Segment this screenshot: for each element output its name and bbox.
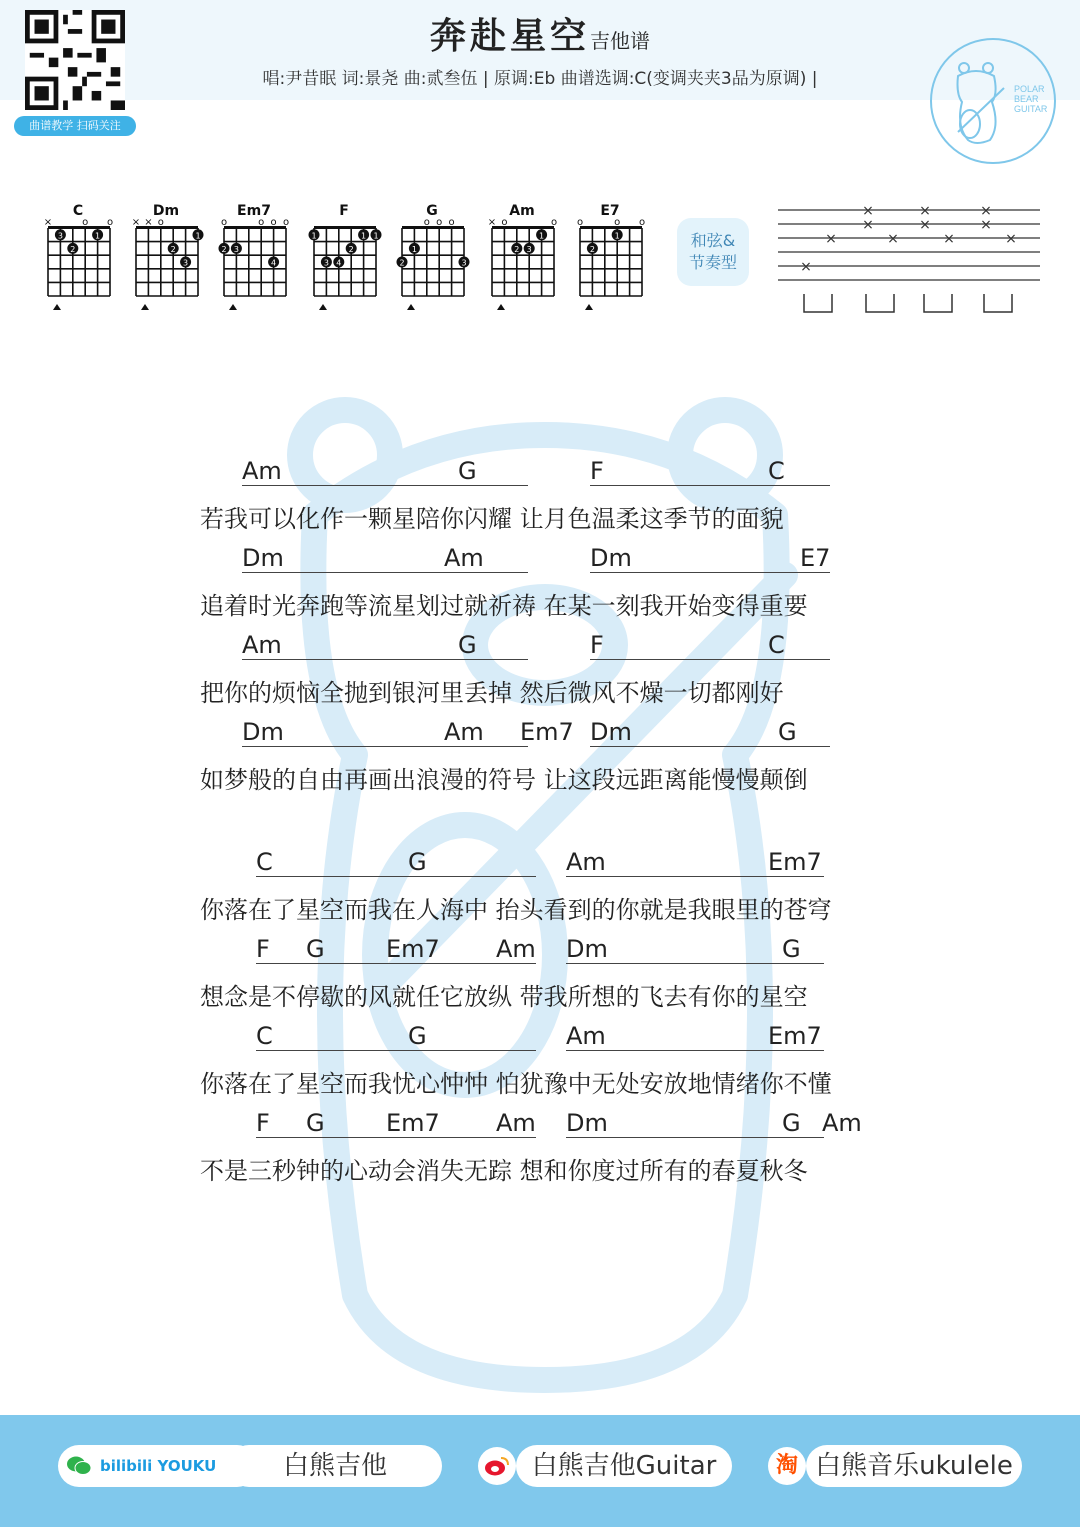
chord-label: G <box>306 1109 325 1137</box>
string-marker: o <box>220 217 228 228</box>
weibo-name-pill[interactable] <box>516 1445 732 1487</box>
chord-label: Am <box>496 935 536 963</box>
chord-label: Em7 <box>768 1022 822 1050</box>
lyric-line: 你落在了星空而我在人海中 抬头看到的你就是我眼里的苍穹 <box>200 896 832 924</box>
svg-text:×: × <box>943 231 955 247</box>
rhythm-badge-line-1: 和弦& <box>690 231 736 250</box>
chord-underline <box>242 485 528 486</box>
chord-label: C <box>768 457 785 485</box>
svg-text:×: × <box>980 203 992 219</box>
chord-label: G <box>782 1109 801 1137</box>
chord-name: F <box>339 203 349 219</box>
logo-word-3: GUITAR <box>1014 104 1048 114</box>
string-marker: × <box>487 217 497 228</box>
string-marker: o <box>82 217 89 228</box>
chord-line <box>0 718 1080 748</box>
chord-label: Am <box>566 1022 606 1050</box>
finger-number: 2 <box>589 244 595 254</box>
weibo-icon <box>484 1455 510 1477</box>
chord-label: E7 <box>800 544 831 572</box>
chord-line <box>0 848 1080 878</box>
lyric-line: 把你的烦恼全抛到银河里丢掉 然后微风不燥一切都刚好 <box>200 679 784 707</box>
string-marker: o <box>258 217 265 228</box>
chord-label: G <box>458 631 477 659</box>
chord-label: Am <box>822 1109 862 1137</box>
chord-label: C <box>256 1022 273 1050</box>
chord-underline <box>256 876 536 877</box>
chord-label: Em7 <box>520 718 574 746</box>
string-marker: × <box>144 217 153 228</box>
chord-underline <box>242 659 528 660</box>
chord-label: Dm <box>242 544 284 572</box>
svg-text:×: × <box>800 259 812 275</box>
taobao-name-pill[interactable] <box>806 1445 1022 1487</box>
chord-name: Em7 <box>237 203 271 219</box>
chord-line <box>0 631 1080 661</box>
weibo-icon-circle <box>478 1447 516 1485</box>
chord-name: Dm <box>152 203 180 219</box>
chord-label: Em7 <box>768 848 822 876</box>
finger-number: 4 <box>271 258 277 268</box>
chord-label: Am <box>242 457 282 485</box>
rhythm-badge-line-2: 节奏型 <box>688 253 737 272</box>
string-marker: o <box>501 217 508 228</box>
finger-number: 3 <box>526 244 532 254</box>
taobao-icon-circle <box>768 1447 806 1485</box>
lyric-line: 如梦般的自由再画出浪漫的符号 让这段远距离能慢慢颠倒 <box>200 766 808 794</box>
chord-name: G <box>426 203 438 219</box>
finger-number: 2 <box>348 244 354 254</box>
qr-caption: 曲谱教学 扫码关注 <box>14 116 136 136</box>
chord-underline <box>566 1137 824 1138</box>
chord-label: Em7 <box>386 1109 440 1137</box>
taobao-icon: 淘 <box>775 1453 798 1478</box>
channel-name-pill[interactable] <box>228 1445 442 1487</box>
taobao-name: 白熊音乐ukulele <box>815 1451 1013 1481</box>
finger-number: 2 <box>399 258 405 268</box>
chord-label: G <box>408 1022 427 1050</box>
chord-underline <box>590 485 830 486</box>
chord-label: Am <box>242 631 282 659</box>
chord-label: C <box>256 848 273 876</box>
chord-label: Dm <box>590 544 632 572</box>
chord-underline <box>242 572 528 573</box>
string-marker: o <box>448 217 455 228</box>
string-marker: o <box>614 217 621 228</box>
chord-underline <box>566 876 824 877</box>
svg-text:×: × <box>1005 231 1017 247</box>
lyric-line: 追着时光奔跑等流星划过就祈祷 在某一刻我开始变得重要 <box>200 592 808 620</box>
chord-underline <box>256 1050 536 1051</box>
chord-label: G <box>458 457 477 485</box>
finger-number: 1 <box>195 231 201 241</box>
chord-line <box>0 1022 1080 1052</box>
chord-underline <box>256 963 536 964</box>
svg-text:×: × <box>887 231 899 247</box>
chord-label: F <box>590 631 604 659</box>
chord-label: Dm <box>566 1109 608 1137</box>
chord-line <box>0 544 1080 574</box>
platform-names: bilibili YOUKU <box>100 1457 217 1475</box>
chord-underline <box>590 659 830 660</box>
chord-line <box>0 457 1080 487</box>
finger-number: 3 <box>183 258 189 268</box>
string-marker: o <box>270 217 277 228</box>
string-marker: o <box>550 217 558 228</box>
chord-label: Dm <box>242 718 284 746</box>
song-title: 奔赴星空 <box>429 16 590 57</box>
svg-text:×: × <box>862 203 874 219</box>
chord-label: Am <box>496 1109 536 1137</box>
chord-label: Am <box>444 544 484 572</box>
chord-underline <box>256 1137 536 1138</box>
string-marker: × <box>131 217 141 228</box>
finger-number: 1 <box>311 231 317 241</box>
lyric-line: 若我可以化作一颗星陪你闪耀 让月色温柔这季节的面貌 <box>200 505 784 533</box>
svg-text:×: × <box>919 217 931 233</box>
title-suffix: 吉他谱 <box>590 29 650 53</box>
chord-line <box>0 1109 1080 1139</box>
chord-label: F <box>256 935 270 963</box>
channel-name: 白熊吉他 <box>282 1451 387 1481</box>
chord-underline <box>242 746 528 747</box>
finger-number: 2 <box>221 244 227 254</box>
chord-label: Em7 <box>386 935 440 963</box>
chord-underline <box>590 572 830 573</box>
finger-number: 4 <box>336 258 342 268</box>
chord-label: G <box>408 848 427 876</box>
chord-line <box>0 935 1080 965</box>
chord-label: G <box>306 935 325 963</box>
chord-name: E7 <box>600 203 620 219</box>
finger-number: 3 <box>57 231 63 241</box>
finger-number: 1 <box>614 231 620 241</box>
finger-number: 1 <box>95 231 101 241</box>
chord-label: F <box>256 1109 270 1137</box>
logo-word-2: BEAR <box>1014 94 1039 104</box>
finger-number: 2 <box>70 244 76 254</box>
string-marker: o <box>436 217 443 228</box>
chord-name: Am <box>509 203 535 219</box>
finger-number: 2 <box>170 244 176 254</box>
song-credits: 唱:尹昔眠 词:景尧 曲:贰叁伍 | 原调:Eb 曲谱选调:C(变调夹夹3品为原调) | <box>262 69 818 89</box>
chord-label: F <box>590 457 604 485</box>
chord-label: G <box>782 935 801 963</box>
finger-number: 2 <box>514 244 520 254</box>
finger-number: 3 <box>323 258 329 268</box>
string-marker: o <box>638 217 646 228</box>
lyric-line: 你落在了星空而我忧心忡忡 怕犹豫中无处安放地情绪你不懂 <box>200 1070 832 1098</box>
chord-label: C <box>768 631 785 659</box>
chord-label: Am <box>566 848 606 876</box>
svg-text:×: × <box>980 217 992 233</box>
wechat-icon <box>66 1455 92 1477</box>
finger-number: 1 <box>539 231 545 241</box>
chord-underline <box>590 746 830 747</box>
chord-label: Am <box>444 718 484 746</box>
lyric-line: 不是三秒钟的心动会消失无踪 想和你度过所有的春夏秋冬 <box>200 1157 808 1185</box>
weibo-name: 白熊吉他Guitar <box>531 1451 717 1481</box>
lyric-line: 想念是不停歇的风就任它放纵 带我所想的飞去有你的星空 <box>200 983 808 1011</box>
chord-label: G <box>778 718 797 746</box>
svg-text:×: × <box>825 231 837 247</box>
string-marker: o <box>576 217 584 228</box>
logo-word-1: POLAR <box>1014 84 1045 94</box>
chord-label: Dm <box>566 935 608 963</box>
finger-number: 3 <box>233 244 239 254</box>
finger-number: 3 <box>461 258 467 268</box>
svg-text:×: × <box>862 217 874 233</box>
finger-number: 1 <box>373 231 379 241</box>
finger-number: 1 <box>411 244 417 254</box>
string-marker: o <box>282 217 290 228</box>
chord-label: Dm <box>590 718 632 746</box>
footer <box>0 1415 1080 1527</box>
chord-underline <box>566 963 824 964</box>
svg-text:×: × <box>919 203 931 219</box>
string-marker: o <box>157 217 164 228</box>
string-marker: o <box>423 217 430 228</box>
string-marker: × <box>43 217 53 228</box>
chord-underline <box>566 1050 824 1051</box>
chord-name: C <box>72 203 84 219</box>
string-marker: o <box>106 217 114 228</box>
finger-number: 1 <box>361 231 367 241</box>
